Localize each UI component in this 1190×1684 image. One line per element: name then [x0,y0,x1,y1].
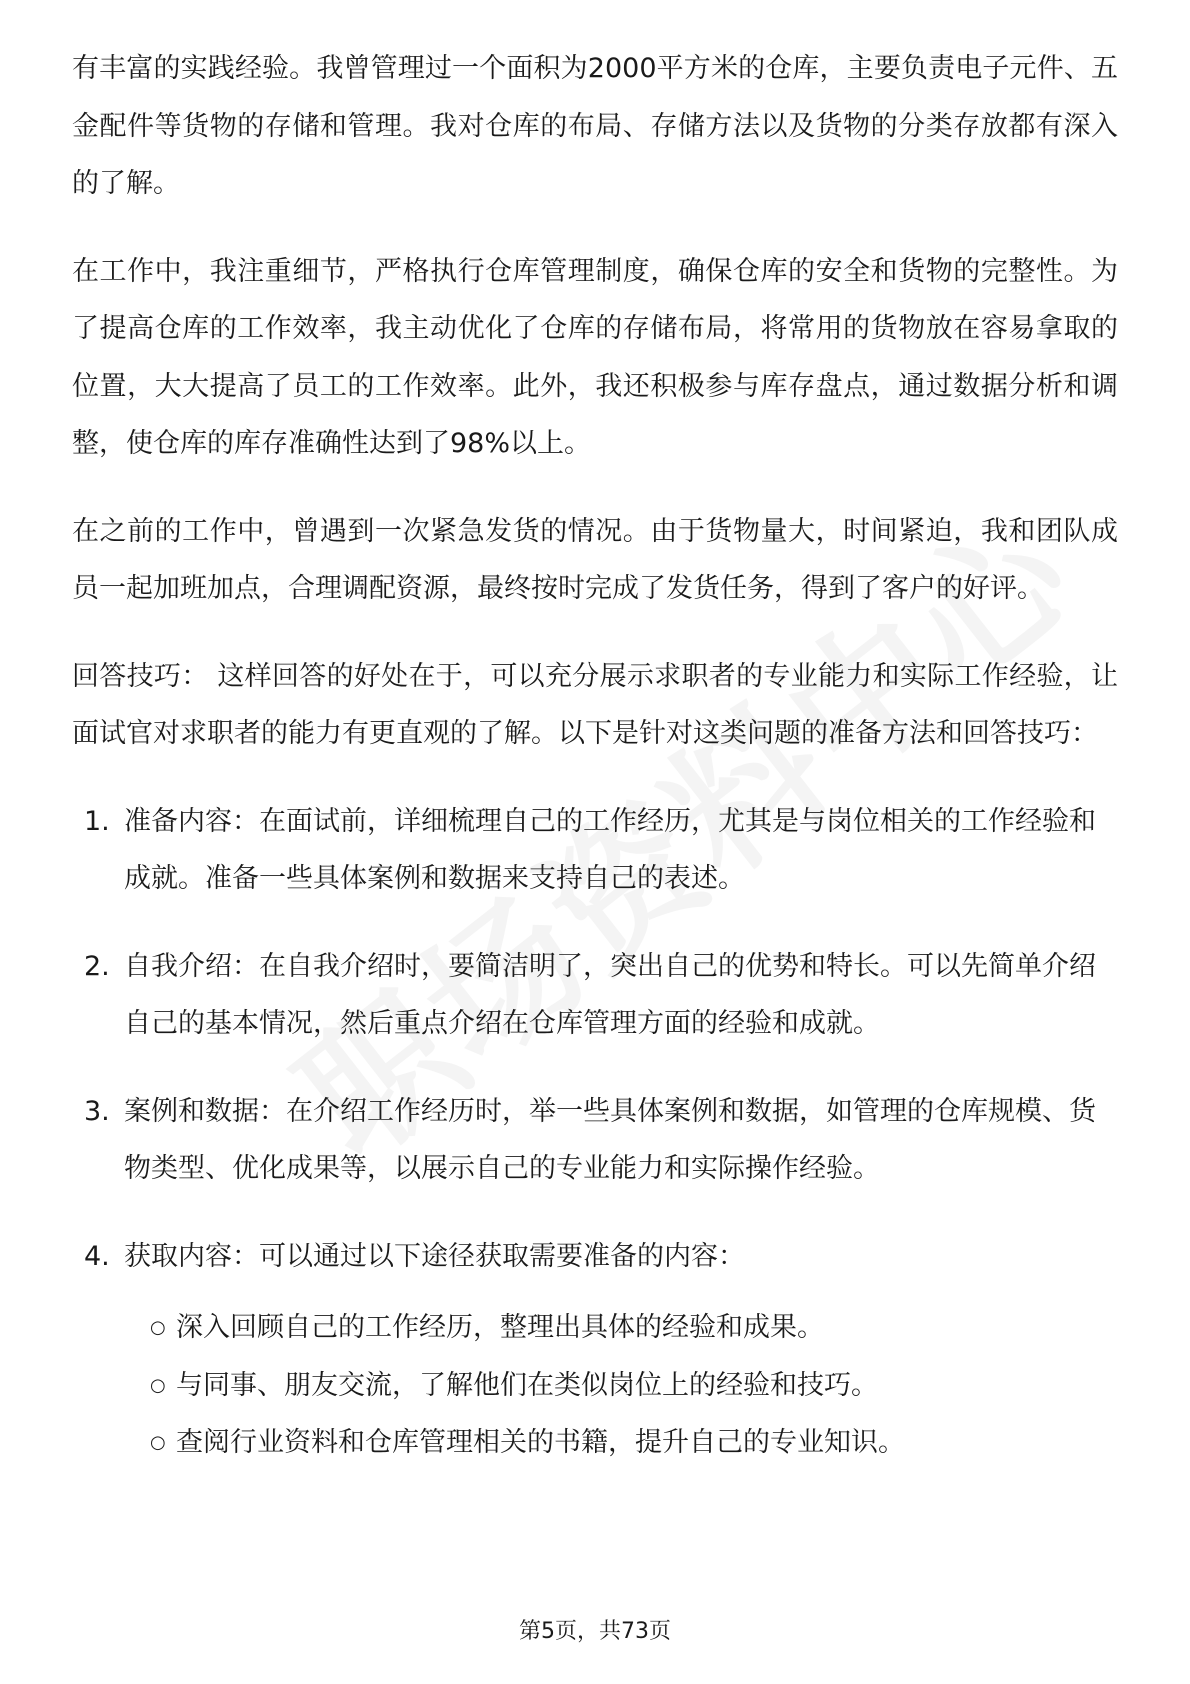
circle-bullet-icon: ○ [150,1317,166,1338]
list-number: 3. [84,1095,110,1127]
tips-list [72,793,1118,1286]
list-item-text: 获取内容：可以通过以下途径获取需要准备的内容： [124,1240,745,1272]
page-number: 第5页，共73页 [519,1619,671,1644]
paragraph-work-detail: 在工作中，我注重细节，严格执行仓库管理制度，确保仓库的安全和货物的完整性。为了提高仓库的工作效率，我主动优化了仓库的存储布局，将常用的货物放在容易拿取的位置，大大提高了员工的工作效率。此外，我还积极参与库存盘点，通过数据分析和调整，使仓库的库存准确性达到了98%以上。 [72,255,1118,459]
circle-bullet-icon: ○ [150,1374,166,1396]
sub-list-item-text: 与同事、朋友交流，了解他们在类似岗位上的经验和技巧。 [176,1369,878,1401]
paragraph-experience: 有丰富的实践经验。我曾管理过一个面积为2000平方米的仓库，主要负责电子元件、五金配件等货物的存储和管理。我对仓库的布局、存储方法以及货物的分类存放都有深入的了解。 [72,53,1118,199]
sub-list-item-text: 深入回顾自己的工作经历，整理出具体的经验和成果。 [176,1312,824,1343]
list-item [72,1083,1118,1198]
list-item-text: 案例和数据：在介绍工作经历时，举一些具体案例和数据，如管理的仓库规模、货物类型、优化成果等，以展示自己的专业能力和实际操作经验。 [124,1095,1096,1184]
sub-list-item [72,1357,1118,1415]
list-item [72,793,1118,908]
circle-bullet-icon: ○ [150,1432,166,1453]
list-number: 4. [84,1240,110,1272]
list-number: 1. [84,805,110,837]
sub-list-item-text: 查阅行业资料和仓库管理相关的书籍，提升自己的专业知识。 [176,1427,905,1458]
sub-list-item [72,1299,1118,1357]
paragraph-urgent-shipment: 在之前的工作中，曾遇到一次紧急发货的情况。由于货物量大，时间紧迫，我和团队成员一起加班加点，合理调配资源，最终按时完成了发货任务，得到了客户的好评。 [72,515,1118,604]
list-item-text: 准备内容：在面试前，详细梳理自己的工作经历，尤其是与岗位相关的工作经验和成就。准备一些具体案例和数据来支持自己的表述。 [124,805,1096,894]
sub-list [72,1299,1118,1472]
list-number: 2. [84,950,110,982]
list-item [72,1228,1118,1286]
list-item-text: 自我介绍：在自我介绍时，要简洁明了，突出自己的优势和特长。可以先简单介绍自己的基本情况，然后重点介绍在仓库管理方面的经验和成就。 [124,950,1096,1039]
document-body [72,40,1118,1472]
paragraph-answer-tips: 回答技巧： 这样回答的好处在于，可以充分展示求职者的专业能力和实际工作经验，让面试官对求职者的能力有更直观的了解。以下是针对这类问题的准备方法和回答技巧： [72,660,1118,749]
sub-list-item [72,1414,1118,1472]
list-item [72,938,1118,1053]
